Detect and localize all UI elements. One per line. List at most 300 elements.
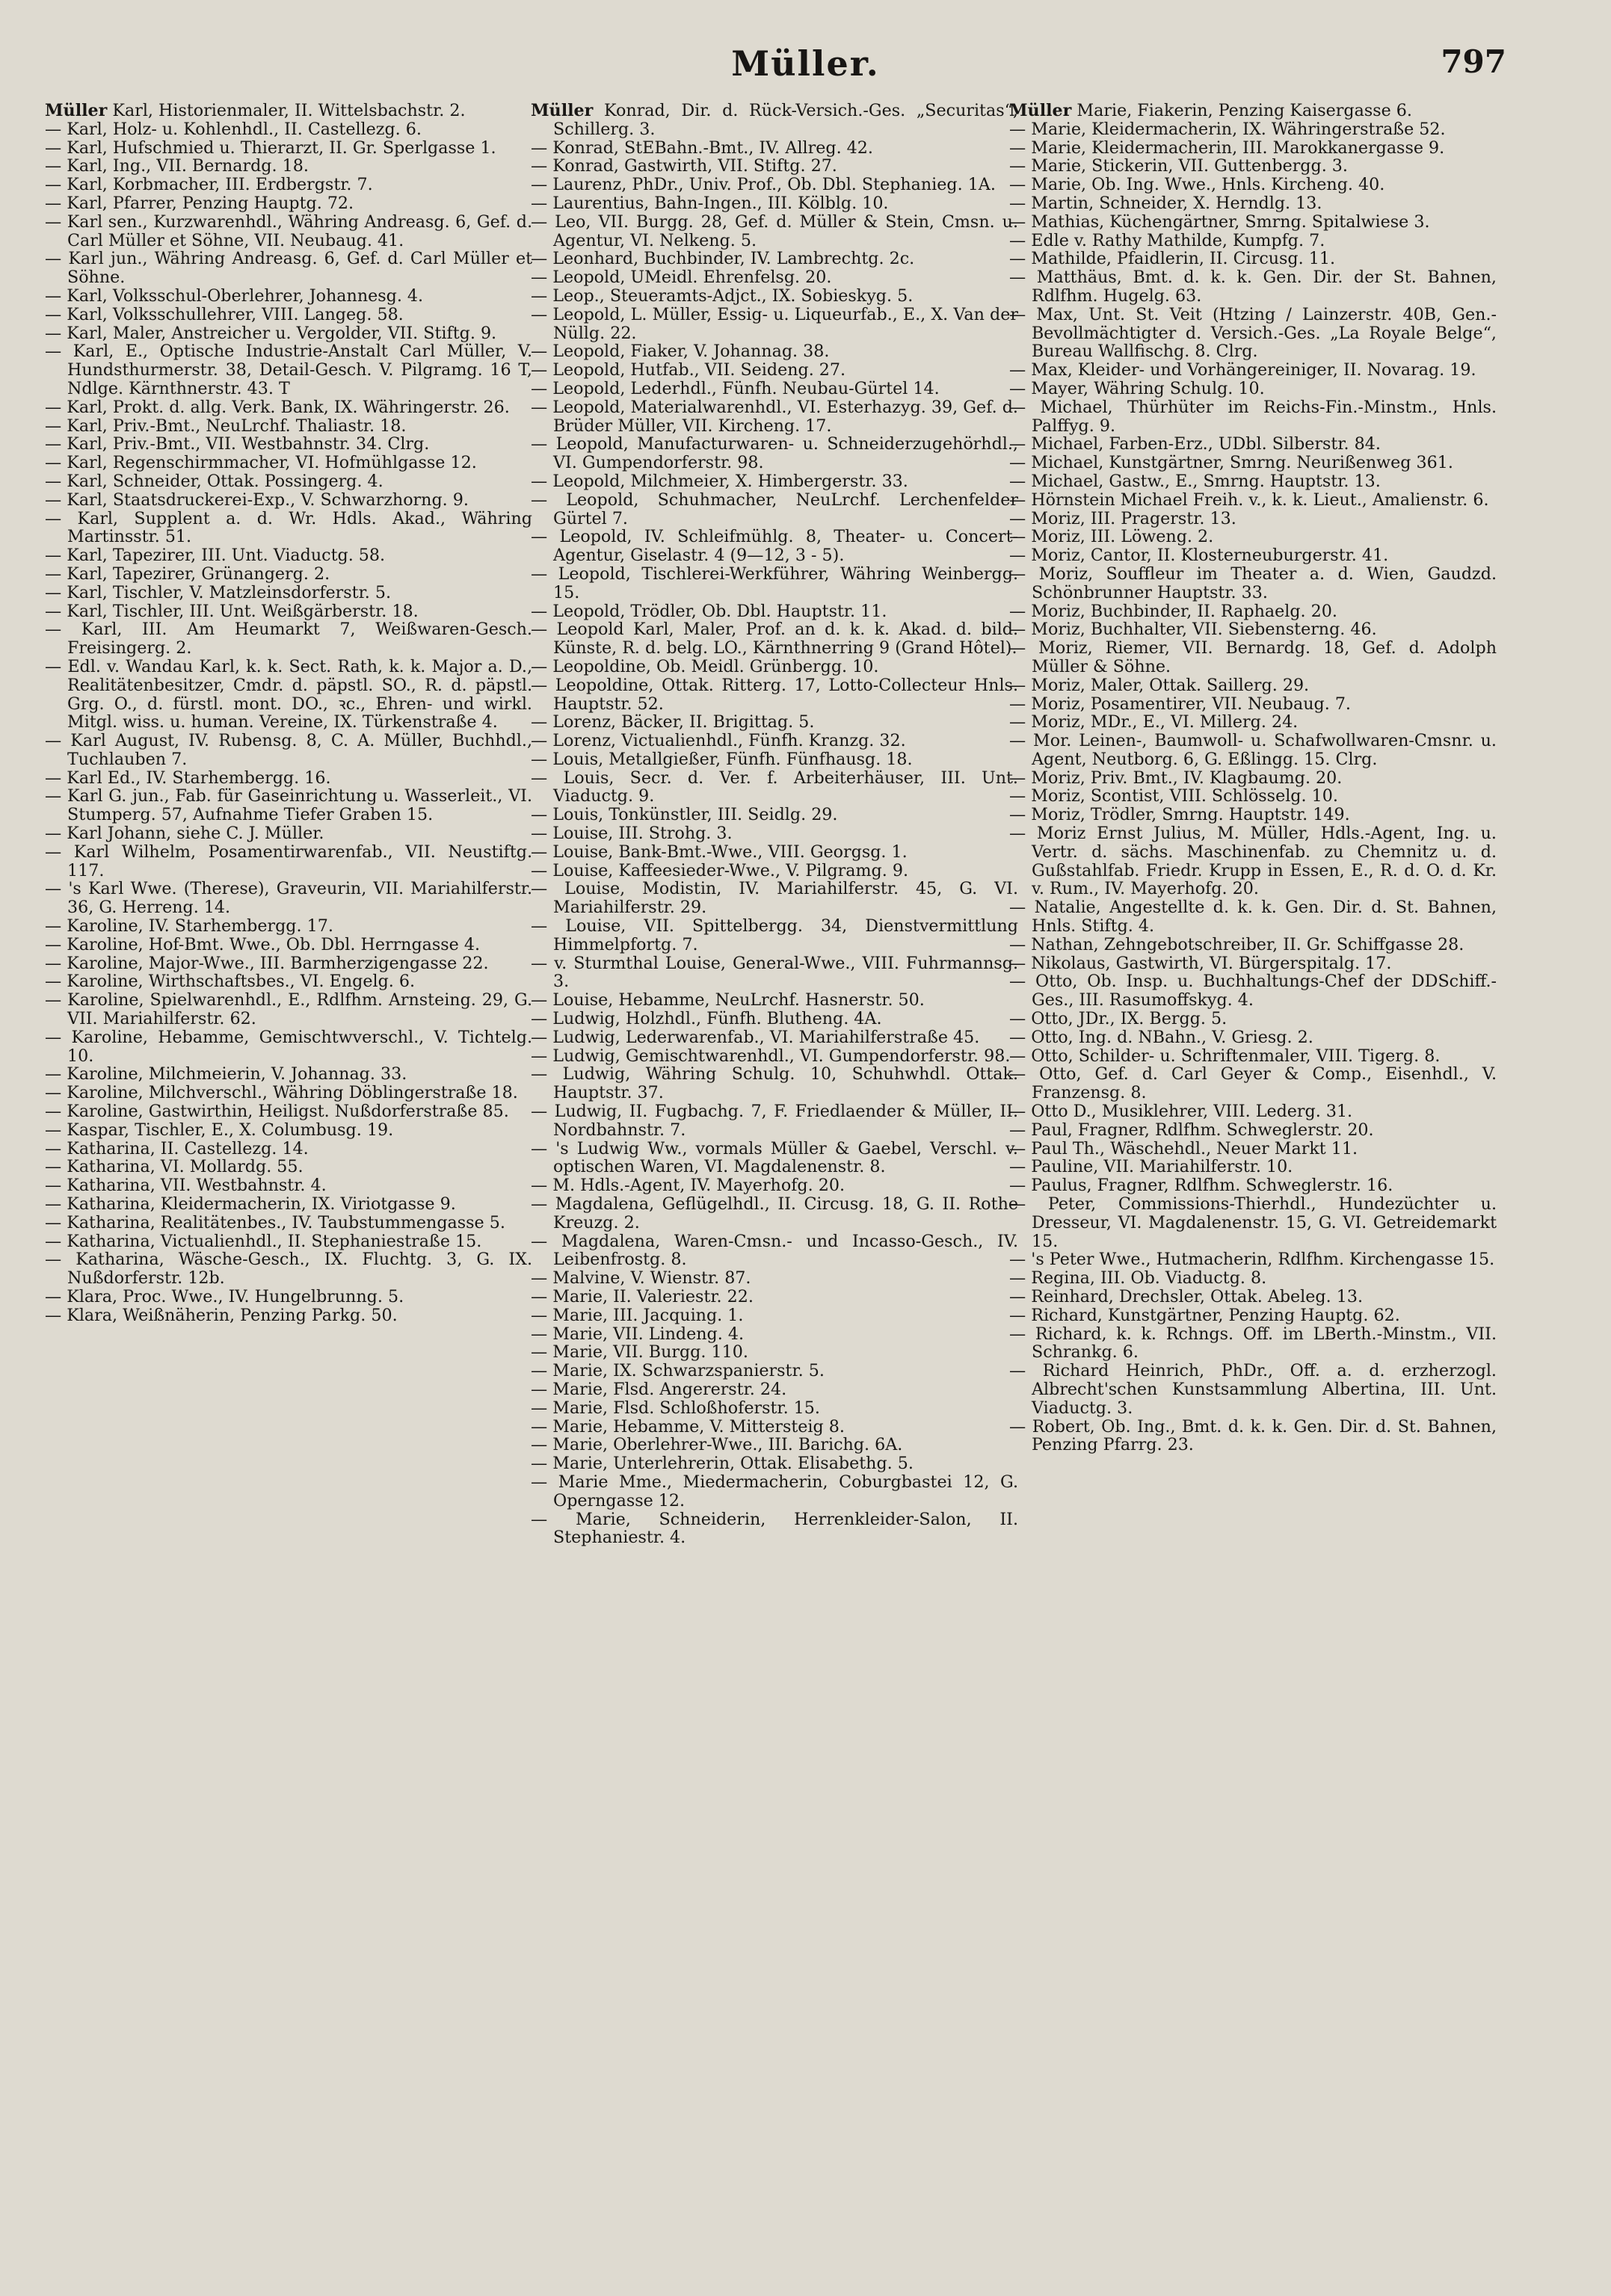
directory-entry xyxy=(531,213,1018,250)
entry-text: — Moriz, III. Löweng. 2. xyxy=(1009,527,1214,547)
entry-text: — Richard, k. k. Rchngs. Off. im LBerth.-Minstm., VII. Schrankg. 6. xyxy=(1009,1324,1497,1363)
directory-entry xyxy=(1009,232,1497,250)
directory-entry xyxy=(45,1214,532,1232)
entry-text: — Leopold, Tischlerei-Werkführer, Währing Weinbergg. 15. xyxy=(531,564,1018,602)
directory-entry xyxy=(45,732,532,769)
entry-text: — Louise, Modistin, IV. Mariahilferstr. 45, G. VI. Mariahilferstr. 29. xyxy=(531,879,1018,918)
entry-text: — Otto, JDr., IX. Bergg. 5. xyxy=(1009,1009,1227,1029)
directory-entry xyxy=(45,417,532,436)
entry-text: — Moriz, III. Pragerstr. 13. xyxy=(1009,508,1236,528)
entry-text: — Michael, Farben-Erz., UDbl. Silberstr. 84. xyxy=(1009,434,1381,454)
directory-entry xyxy=(1009,695,1497,714)
column-1 xyxy=(45,102,532,1325)
column-2 xyxy=(531,102,1018,1547)
directory-entry xyxy=(531,806,1018,824)
directory-entry xyxy=(1009,1158,1497,1176)
directory-entry xyxy=(1009,1065,1497,1102)
entry-text: — Robert, Ob. Ing., Bmt. d. k. k. Gen. Dir. d. St. Bahnen, Penzing Pfarrg. 23. xyxy=(1009,1416,1497,1455)
entry-surname: Müller xyxy=(531,101,594,120)
directory-entry xyxy=(531,1195,1018,1232)
directory-entry xyxy=(45,620,532,658)
entry-text: — Laurenz, PhDr., Univ. Prof., Ob. Dbl. Stephanieg. 1A. xyxy=(531,175,996,195)
entry-text: — 's Ludwig Ww., vormals Müller & Gaebel, Verschl. v. optischen Waren, VI. Magdalenenstr. 8. xyxy=(531,1138,1018,1177)
entry-text: — Moriz, MDr., E., VI. Millerg. 24. xyxy=(1009,712,1299,732)
directory-entry xyxy=(1009,972,1497,1010)
entry-text: — Leo, VII. Burgg. 28, Gef. d. Müller & Stein, Cmsn. u. Agentur, VI. Nelkeng. 5. xyxy=(531,212,1018,250)
entry-text: — Magdalena, Geflügelhdl., II. Circusg. 18, G. II. Rothe Kreuzg. 2. xyxy=(531,1194,1018,1232)
directory-entry xyxy=(531,491,1018,528)
directory-entry xyxy=(1009,713,1497,732)
directory-entry xyxy=(531,954,1018,992)
entry-text: — Marie, Oberlehrer-Wwe., III. Barichg. 6A. xyxy=(531,1435,903,1455)
entry-text: — Otto, Ing. d. NBahn., V. Griesg. 2. xyxy=(1009,1027,1313,1047)
entry-text: — Karl, Ing., VII. Bernardg. 18. xyxy=(45,156,309,176)
entry-text: — Karl, Tapezirer, Grünangerg. 2. xyxy=(45,564,330,584)
entry-text: — Karl, Tischler, III. Unt. Weißgärberstr. 18. xyxy=(45,601,419,621)
directory-entry xyxy=(45,157,532,176)
directory-entry xyxy=(45,1028,532,1066)
entry-text: — Karoline, Wirthschaftsbes., VI. Engelg. 6. xyxy=(45,972,416,992)
entry-text: — Karl August, IV. Rubensg. 8, C. A. Müller, Buchhdl., Tuchlauben 7. xyxy=(45,731,532,769)
directory-entry xyxy=(45,491,532,510)
directory-entry xyxy=(45,213,532,250)
entry-text: — Karl, Schneider, Ottak. Possingerg. 4. xyxy=(45,471,384,491)
directory-entry xyxy=(45,843,532,880)
directory-entry xyxy=(1009,620,1497,639)
directory-entry xyxy=(531,769,1018,806)
directory-entry xyxy=(45,546,532,565)
entry-text: — Louise, Hebamme, NeuLrchf. Hasnerstr. 50. xyxy=(531,990,925,1010)
directory-entry xyxy=(1009,380,1497,398)
directory-entry xyxy=(531,342,1018,361)
directory-entry xyxy=(531,176,1018,194)
directory-entry xyxy=(1009,435,1497,454)
entry-text: — Marie, Flsd. Angererstr. 24. xyxy=(531,1379,787,1399)
entry-text: — Marie, Ob. Ing. Wwe., Hnls. Kircheng. 40. xyxy=(1009,175,1385,195)
directory-entry xyxy=(531,676,1018,714)
directory-entry xyxy=(45,510,532,547)
directory-entry xyxy=(45,342,532,398)
directory-entry xyxy=(531,1306,1018,1325)
entry-text: — Konrad, Gastwirth, VII. Stiftg. 27. xyxy=(531,156,837,176)
entry-text: — Leopoldine, Ottak. Ritterg. 17, Lotto-Collecteur Hnls. Hauptstr. 52. xyxy=(531,675,1018,714)
entry-text: — Karoline, Milchverschl., Währing Döblingerstraße 18. xyxy=(45,1083,518,1103)
entry-text: — Leopold, Milchmeier, X. Himbergerstr. 33. xyxy=(531,471,908,491)
entry-text: — Karl, Tischler, V. Matzleinsdorferstr. 5. xyxy=(45,582,392,602)
entry-text: — Karl, Regenschirmmacher, VI. Hofmühlgasse 12. xyxy=(45,453,477,473)
directory-entry xyxy=(1009,1140,1497,1158)
entry-text: — Moriz, Cantor, II. Klosterneuburgerstr. 41. xyxy=(1009,546,1389,566)
entry-text: — Leopold, Lederhdl., Fünfh. Neubau-Gürtel 14. xyxy=(531,378,940,398)
entry-text: — Marie, Hebamme, V. Mittersteig 8. xyxy=(531,1416,845,1436)
entry-text: — Marie, Unterlehrerin, Ottak. Elisabethg. 5. xyxy=(531,1454,914,1474)
entry-text: — Ludwig, Währing Schulg. 10, Schuhwhdl. Ottak. Hauptstr. 37. xyxy=(531,1064,1018,1103)
entry-text: — Leopold, IV. Schleifmühlg. 8, Theater- u. Concert-Agentur, Giselastr. 4 (9—12, 3 - 5). xyxy=(531,527,1018,566)
entry-text: — Karl, Pfarrer, Penzing Hauptg. 72. xyxy=(45,193,354,213)
directory-entry xyxy=(45,435,532,454)
directory-entry xyxy=(531,528,1018,565)
directory-entry xyxy=(45,824,532,843)
directory-entry xyxy=(45,991,532,1028)
entry-text: — Leopold, Trödler, Ob. Dbl. Hauptstr. 11. xyxy=(531,601,887,621)
running-title: Müller. xyxy=(731,43,880,84)
entry-text: — Moriz, Buchbinder, II. Raphaelg. 20. xyxy=(1009,601,1337,621)
entry-text: — Leonhard, Buchbinder, IV. Lambrechtg. 2c. xyxy=(531,249,915,269)
entry-text: — Regina, III. Ob. Viaductg. 8. xyxy=(1009,1268,1267,1289)
entry-text: — 's Peter Wwe., Hutmacherin, Rdlfhm. Kirchengasse 15. xyxy=(1009,1250,1495,1270)
entry-text: — Karl G. jun., Fab. für Gaseinrichtung u. Wasserleit., VI. Stumperg. 57, Aufnahme Tiefer Graben 15. xyxy=(45,786,532,825)
entry-text: — Moriz, Buchhalter, VII. Siebensterng. 46. xyxy=(1009,620,1377,640)
entry-text: — Louise, Bank-Bmt.-Wwe., VIII. Georgsg. 1. xyxy=(531,842,908,862)
entry-text: — Leopold Karl, Maler, Prof. an d. k. k. Akad. d. bild. Künste, R. d. belg. LO., Kärnthnerring 9 (Grand Hôtel). xyxy=(531,620,1018,658)
entry-text: — Edle v. Rathy Mathilde, Kumpfg. 7. xyxy=(1009,230,1325,250)
directory-entry xyxy=(1009,546,1497,565)
entry-text: — Richard, Kunstgärtner, Penzing Hauptg. 62. xyxy=(1009,1305,1400,1325)
directory-entry xyxy=(1009,1047,1497,1066)
entry-text: — Lorenz, Victualienhdl., Fünfh. Kranzg. 32. xyxy=(531,731,906,751)
directory-entry xyxy=(45,306,532,324)
directory-entry xyxy=(45,658,532,732)
entry-text: — Marie, Stickerin, VII. Guttenbergg. 3. xyxy=(1009,156,1348,176)
entry-text: — Katharina, Wäsche-Gesch., IX. Fluchtg. 3, G. IX. Nußdorferstr. 12b. xyxy=(45,1250,532,1289)
directory-entry xyxy=(45,120,532,139)
directory-entry xyxy=(45,194,532,213)
entry-text: — Klara, Weißnäherin, Penzing Parkg. 50. xyxy=(45,1305,398,1325)
directory-entry xyxy=(45,787,532,824)
directory-entry xyxy=(1009,787,1497,806)
directory-entry xyxy=(45,472,532,491)
directory-entry xyxy=(45,398,532,417)
directory-entry xyxy=(45,769,532,788)
directory-entry xyxy=(1009,1418,1497,1455)
entry-text: — Katharina, Kleidermacherin, IX. Viriotgasse 9. xyxy=(45,1194,456,1215)
entry-text: — Moriz, Posamentirer, VII. Neubaug. 7. xyxy=(1009,694,1351,714)
entry-text: — Leopold, Materialwarenhdl., VI. Esterhazyg. 39, Gef. d. Brüder Müller, VII. Kircheng. 17. xyxy=(531,397,1018,436)
entry-text: — Katharina, Victualienhdl., II. Stephaniestraße 15. xyxy=(45,1231,482,1251)
directory-entry xyxy=(1009,1306,1497,1325)
entry-text: — Paul, Fragner, Rdlfhm. Schweglerstr. 20. xyxy=(1009,1120,1374,1140)
directory-entry xyxy=(1009,565,1497,602)
directory-entry xyxy=(45,1065,532,1084)
entry-text: — Michael, Kunstgärtner, Smrng. Neurißenweg 361. xyxy=(1009,453,1453,473)
directory-entry xyxy=(45,1250,532,1288)
entry-text: — Leop., Steueramts-Adjct., IX. Sobieskyg. 5. xyxy=(531,286,914,306)
directory-entry xyxy=(1009,306,1497,361)
directory-entry xyxy=(1009,361,1497,380)
entry-text: — Karl, Korbmacher, III. Erdbergstr. 7. xyxy=(45,175,373,195)
directory-entry xyxy=(45,972,532,991)
entry-text: — Matthäus, Bmt. d. k. k. Gen. Dir. der St. Bahnen, Rdlfhm. Hugelg. 63. xyxy=(1009,268,1497,306)
directory-entry xyxy=(531,1028,1018,1047)
directory-entry xyxy=(45,602,532,621)
directory-entry xyxy=(1009,676,1497,695)
page-header xyxy=(0,43,1611,88)
directory-entry xyxy=(1009,602,1497,621)
entry-text: — Marie, Kleidermacherin, III. Marokkanergasse 9. xyxy=(1009,138,1445,158)
entry-text: — Karl, Staatsdruckerei-Exp., V. Schwarzhorng. 9. xyxy=(45,490,469,510)
entry-text: — Michael, Thürhüter im Reichs-Fin.-Minstm., Hnls. Palffyg. 9. xyxy=(1009,397,1497,436)
directory-entry xyxy=(45,1306,532,1325)
directory-entry xyxy=(1009,398,1497,436)
directory-entry xyxy=(1009,1288,1497,1306)
entry-text: — Karl, III. Am Heumarkt 7, Weißwaren-Gesch. Freisingerg. 2. xyxy=(45,620,532,658)
entry-text: — Moriz, Souffleur im Theater a. d. Wien, Gaudzd. Schönbrunner Hauptstr. 33. xyxy=(1009,564,1497,602)
entry-text: — Nathan, Zehngebotschreiber, II. Gr. Schiffgasse 28. xyxy=(1009,934,1464,954)
directory-entry xyxy=(531,1176,1018,1195)
directory-entry xyxy=(531,1010,1018,1028)
directory-entry xyxy=(531,602,1018,621)
directory-entry xyxy=(531,1380,1018,1399)
entry-text: — Peter, Commissions-Thierhdl., Hundezüchter u. Dresseur, VI. Magdalenenstr. 15, G. VI. Getreidemarkt 15. xyxy=(1009,1194,1497,1251)
directory-entry xyxy=(531,732,1018,750)
entry-text: Karl, Historienmaler, II. Wittelsbachstr. 2. xyxy=(112,101,466,120)
entry-text: — Marie, IX. Schwarzspanierstr. 5. xyxy=(531,1361,825,1381)
directory-entry xyxy=(1009,176,1497,194)
directory-entry xyxy=(45,1158,532,1176)
directory-entry xyxy=(45,176,532,194)
entry-text: — Moriz, Priv. Bmt., IV. Klagbaumg. 20. xyxy=(1009,768,1343,788)
entry-text: Konrad, Dir. d. Rück-Versich.-Ges. „Securitas“, Schillerg. 3. xyxy=(553,101,1018,139)
directory-entry xyxy=(1009,157,1497,176)
directory-entry xyxy=(1009,936,1497,954)
entry-text: — Karl, Priv.-Bmt., NeuLrchf. Thaliastr. 18. xyxy=(45,416,407,436)
directory-entry xyxy=(531,713,1018,732)
directory-entry xyxy=(45,565,532,584)
directory-entry xyxy=(45,324,532,343)
entry-text: — Marie, Schneiderin, Herrenkleider-Salon, II. Stephaniestr. 4. xyxy=(531,1509,1018,1548)
entry-text: — Karl Johann, siehe C. J. Müller. xyxy=(45,824,324,844)
directory-entry xyxy=(1009,472,1497,491)
entry-text: — Lorenz, Bäcker, II. Brigittag. 5. xyxy=(531,712,815,732)
directory-entry xyxy=(45,139,532,158)
directory-entry xyxy=(1009,528,1497,546)
entry-text: — Karoline, Spielwarenhdl., E., Rdlfhm. Arnsteing. 29, G. VII. Mariahilferstr. 62. xyxy=(45,990,532,1029)
entry-text: — Karoline, Gastwirthin, Heiligst. Nußdorferstraße 85. xyxy=(45,1102,509,1122)
directory-entry xyxy=(531,250,1018,268)
entry-text: — Moriz Ernst Julius, M. Müller, Hdls.-Agent, Ing. u. Vertr. d. sächs. Maschinenfab. zu Chemnitz u. d. Gußstahlfab. Friedr. Krupp in Essen, E., R. d. O. d. Kr. v. Rum., IV. Mayerhofg. 20. xyxy=(1009,824,1497,899)
directory-entry xyxy=(1009,1269,1497,1288)
directory-entry xyxy=(1009,1010,1497,1028)
directory-entry xyxy=(45,454,532,472)
entry-text: — Marie Mme., Miedermacherin, Coburgbastei 12, G. Operngasse 12. xyxy=(531,1472,1018,1510)
directory-entry xyxy=(45,880,532,917)
directory-entry xyxy=(531,361,1018,380)
directory-entry xyxy=(1009,454,1497,472)
entry-text: — Malvine, V. Wienstr. 87. xyxy=(531,1268,751,1289)
directory-entry xyxy=(1009,491,1497,510)
directory-entry xyxy=(531,843,1018,862)
directory-entry xyxy=(1009,1195,1497,1250)
directory-entry xyxy=(1009,1176,1497,1195)
directory-entry xyxy=(45,1102,532,1121)
directory-entry xyxy=(531,306,1018,343)
entry-text: — Karl, Holz- u. Kohlenhdl., II. Castellezg. 6. xyxy=(45,119,422,139)
directory-entry xyxy=(531,862,1018,880)
entry-text: — Louise, VII. Spittelbergg. 34, Dienstvermittlung Himmelpfortg. 7. xyxy=(531,916,1018,954)
entry-text: — Karl Wilhelm, Posamentirwarenfab., VII. Neustiftg. 117. xyxy=(45,842,532,880)
entry-text: — Karoline, Major-Wwe., III. Barmherzigengasse 22. xyxy=(45,953,489,973)
entry-text: — Karl, Volksschul-Oberlehrer, Johannesg. 4. xyxy=(45,286,424,306)
directory-entry xyxy=(531,1140,1018,1177)
entry-text: — Katharina, VII. Westbahnstr. 4. xyxy=(45,1176,327,1196)
entry-text: — Marie, VII. Lindeng. 4. xyxy=(531,1324,745,1344)
directory-entry xyxy=(1009,898,1497,936)
directory-entry xyxy=(531,435,1018,472)
entry-text: — M. Hdls.-Agent, IV. Mayerhofg. 20. xyxy=(531,1176,845,1196)
directory-entry xyxy=(531,1418,1018,1436)
entry-text: — Karoline, Hebamme, Gemischtwverschl., V. Tichtelg. 10. xyxy=(45,1027,532,1066)
entry-text: — Karoline, Milchmeierin, V. Johannag. 33. xyxy=(45,1064,407,1084)
entry-text: — Kaspar, Tischler, E., X. Columbusg. 19. xyxy=(45,1120,394,1140)
entry-text: — Moriz, Maler, Ottak. Saillerg. 29. xyxy=(1009,675,1310,695)
directory-entry xyxy=(1009,102,1497,120)
entry-text: — Katharina, Realitätenbes., IV. Taubstummengasse 5. xyxy=(45,1212,505,1232)
directory-entry xyxy=(1009,1102,1497,1121)
entry-text: — Karl, Supplent a. d. Wr. Hdls. Akad., Währing Martinsstr. 51. xyxy=(45,508,532,547)
directory-entry xyxy=(45,1176,532,1195)
directory-entry xyxy=(531,139,1018,158)
entry-text: — Moriz, Riemer, VII. Bernardg. 18, Gef. d. Adolph Müller & Söhne. xyxy=(1009,638,1497,676)
entry-text: — Karoline, Hof-Bmt. Wwe., Ob. Dbl. Herrngasse 4. xyxy=(45,934,481,954)
entry-text: — Marie, Flsd. Schloßhoferstr. 15. xyxy=(531,1398,820,1418)
directory-entry xyxy=(531,1454,1018,1473)
entry-text: — Mathias, Küchengärtner, Smrng. Spitalwiese 3. xyxy=(1009,212,1430,232)
entry-text: — Louis, Metallgießer, Fünfh. Fünfhausg. 18. xyxy=(531,749,913,769)
entry-text: — Moriz, Trödler, Smrng. Hauptstr. 149. xyxy=(1009,805,1350,825)
page-number: 797 xyxy=(1441,43,1506,80)
entry-text: — Klara, Proc. Wwe., IV. Hungelbrunng. 5. xyxy=(45,1287,404,1306)
entry-text: — Mor. Leinen-, Baumwoll- u. Schafwollwaren-Cmsnr. u. Agent, Neutborg. 6, G. Eßlingg. 15. Clrg. xyxy=(1009,731,1497,769)
entry-text: — Ludwig, Holzhdl., Fünfh. Blutheng. 4A. xyxy=(531,1009,882,1029)
directory-entry xyxy=(1009,194,1497,213)
entry-text: — 's Karl Wwe. (Therese), Graveurin, VII. Mariahilferstr. 36, G. Herreng. 14. xyxy=(45,879,532,918)
entry-text: — Marie, VII. Burgg. 110. xyxy=(531,1342,748,1363)
directory-entry xyxy=(531,620,1018,658)
entry-text: — Paulus, Fragner, Rdlfhm. Schweglerstr. 16. xyxy=(1009,1176,1393,1196)
entry-text: — Karl, Maler, Anstreicher u. Vergolder, VII. Stiftg. 9. xyxy=(45,323,497,343)
entry-text: — Leopoldine, Ob. Meidl. Grünbergg. 10. xyxy=(531,656,879,676)
directory-entry xyxy=(531,1269,1018,1288)
entry-text: — Karl, E., Optische Industrie-Anstalt Carl Müller, V. Hundsthurmerstr. 38, Detail-Gesch. V. Pilgramg. 16 T, Ndlge. Kärnthnerstr. 43. T xyxy=(45,342,532,398)
directory-entry xyxy=(1009,268,1497,306)
directory-entry xyxy=(1009,639,1497,676)
directory-entry xyxy=(531,398,1018,436)
entry-text: — Mathilde, Pfaidlerin, II. Circusg. 11. xyxy=(1009,249,1336,269)
directory-entry xyxy=(531,268,1018,287)
entry-text: — Karl, Tapezirer, III. Unt. Viaductg. 58. xyxy=(45,546,386,566)
entry-surname: Müller xyxy=(1009,101,1072,120)
directory-entry xyxy=(531,824,1018,843)
directory-entry xyxy=(531,1102,1018,1140)
directory-entry xyxy=(1009,954,1497,973)
directory-entry xyxy=(1009,139,1497,158)
directory-entry xyxy=(531,1436,1018,1454)
entry-text: — Ludwig, Gemischtwarenhdl., VI. Gumpendorferstr. 98. xyxy=(531,1046,1011,1066)
directory-entry xyxy=(45,584,532,602)
directory-entry xyxy=(45,1195,532,1214)
entry-text: — Leopold, Schuhmacher, NeuLrchf. Lerchenfelder Gürtel 7. xyxy=(531,490,1018,528)
directory-entry xyxy=(1009,824,1497,898)
directory-entry xyxy=(531,1399,1018,1418)
entry-text: — Magdalena, Waren-Cmsn.- und Incasso-Gesch., IV. Leibenfrostg. 8. xyxy=(531,1231,1018,1270)
entry-text: — Leopold, L. Müller, Essig- u. Liqueurfab., E., X. Van der Nüllg. 22. xyxy=(531,304,1018,343)
directory-entry xyxy=(531,1232,1018,1270)
directory-entry xyxy=(531,102,1018,139)
entry-text: — Karl jun., Währing Andreasg. 6, Gef. d. Carl Müller et Söhne. xyxy=(45,249,532,288)
directory-entry xyxy=(531,750,1018,769)
entry-text: — Max, Kleider- und Vorhängereiniger, II. Novarag. 19. xyxy=(1009,360,1476,380)
directory-entry xyxy=(1009,1250,1497,1269)
directory-entry xyxy=(1009,806,1497,824)
entry-text: — Louise, III. Strohg. 3. xyxy=(531,824,733,844)
entry-text: — Otto, Schilder- u. Schriftenmaler, VIII. Tigerg. 8. xyxy=(1009,1046,1441,1066)
entry-text: — Ludwig, II. Fugbachg. 7, F. Friedlaender & Müller, II. Nordbahnstr. 7. xyxy=(531,1102,1018,1140)
entry-text: — Karl, Volksschullehrer, VIII. Langeg. 58. xyxy=(45,304,404,324)
directory-entry xyxy=(1009,510,1497,528)
entry-text: — Leopold, Hutfab., VII. Seideng. 27. xyxy=(531,360,846,380)
entry-text: — Max, Unt. St. Veit (Htzing / Lainzerstr. 40B, Gen.-Bevollmächtigter d. Versich.-Ges. „La Royale Belge“, Bureau Wallfischg. 8. Clrg. xyxy=(1009,304,1497,362)
directory-entry xyxy=(1009,120,1497,139)
directory-entry xyxy=(531,1325,1018,1344)
directory-entry xyxy=(1009,1362,1497,1417)
directory-entry xyxy=(531,658,1018,676)
entry-text: — Katharina, VI. Mollardg. 55. xyxy=(45,1157,304,1177)
entry-text: — Karl Ed., IV. Starhembergg. 16. xyxy=(45,768,331,788)
entry-text: — Natalie, Angestellte d. k. k. Gen. Dir. d. St. Bahnen, Hnls. Stiftg. 4. xyxy=(1009,898,1497,936)
entry-text: — Reinhard, Drechsler, Ottak. Abeleg. 13. xyxy=(1009,1287,1363,1306)
entry-text: — Louis, Secr. d. Ver. f. Arbeiterhäuser, III. Unt. Viaductg. 9. xyxy=(531,768,1018,806)
entry-text: — Karoline, IV. Starhembergg. 17. xyxy=(45,916,333,936)
directory-entry xyxy=(45,102,532,120)
entry-text: — Mayer, Währing Schulg. 10. xyxy=(1009,378,1265,398)
directory-entry xyxy=(1009,250,1497,268)
entry-text: — Karl sen., Kurzwarenhdl., Währing Andreasg. 6, Gef. d. Carl Müller et Söhne, VII. Neubaug. 41. xyxy=(45,212,532,250)
entry-text: — Pauline, VII. Mariahilferstr. 10. xyxy=(1009,1157,1293,1177)
directory-entry xyxy=(531,157,1018,176)
directory-entry xyxy=(1009,1121,1497,1140)
directory-entry xyxy=(1009,213,1497,232)
directory-entry xyxy=(531,380,1018,398)
directory-entry xyxy=(531,880,1018,917)
entry-text: — Karl, Hufschmied u. Thierarzt, II. Gr. Sperlgasse 1. xyxy=(45,138,496,158)
entry-text: — v. Sturmthal Louise, General-Wwe., VIII. Fuhrmannsg. 3. xyxy=(531,953,1018,992)
directory-entry xyxy=(531,1047,1018,1066)
directory-entry xyxy=(531,1065,1018,1102)
entry-text: — Marie, II. Valeriestr. 22. xyxy=(531,1287,754,1306)
entry-text: — Leopold, Manufacturwaren- u. Schneiderzugehörhdl., VI. Gumpendorferstr. 98. xyxy=(531,434,1018,473)
entry-text: Marie, Fiakerin, Penzing Kaisergasse 6. xyxy=(1076,101,1412,120)
entry-text: — Otto D., Musiklehrer, VIII. Lederg. 31. xyxy=(1009,1102,1353,1122)
directory-entry xyxy=(531,991,1018,1010)
directory-entry xyxy=(45,1232,532,1251)
directory-entry xyxy=(1009,769,1497,788)
directory-entry xyxy=(45,1288,532,1306)
directory-entry xyxy=(531,194,1018,213)
entry-text: — Otto, Ob. Insp. u. Buchhaltungs-Chef der DDSchiff.-Ges., III. Rasumoffskyg. 4. xyxy=(1009,972,1497,1010)
entry-text: — Edl. v. Wandau Karl, k. k. Sect. Rath, k. k. Major a. D., Realitätenbesitzer, Cmdr. d. päpstl. SO., R. d. päpstl. Grg. O., d. fürstl. mont. DO., ꝛc., Ehren- und wirkl. Mitgl. wiss. u. human. Vereine, IX. Türkenstraße 4. xyxy=(45,656,532,732)
entry-text: — Louise, Kaffeesieder-Wwe., V. Pilgramg. 9. xyxy=(531,860,909,880)
directory-entry xyxy=(531,1343,1018,1362)
entry-text: — Karl, Prokt. d. allg. Verk. Bank, IX. Währingerstr. 26. xyxy=(45,397,510,417)
directory-entry xyxy=(1009,1325,1497,1363)
entry-text: — Martin, Schneider, X. Herndlg. 13. xyxy=(1009,193,1322,213)
entry-text: — Otto, Gef. d. Carl Geyer & Comp., Eisenhdl., V. Franzensg. 8. xyxy=(1009,1064,1497,1103)
entry-text: — Marie, III. Jacquing. 1. xyxy=(531,1305,744,1325)
directory-entry xyxy=(1009,732,1497,769)
directory-entry xyxy=(45,954,532,973)
entry-text: — Laurentius, Bahn-Ingen., III. Kölblg. 10. xyxy=(531,193,889,213)
directory-entry xyxy=(531,1510,1018,1548)
